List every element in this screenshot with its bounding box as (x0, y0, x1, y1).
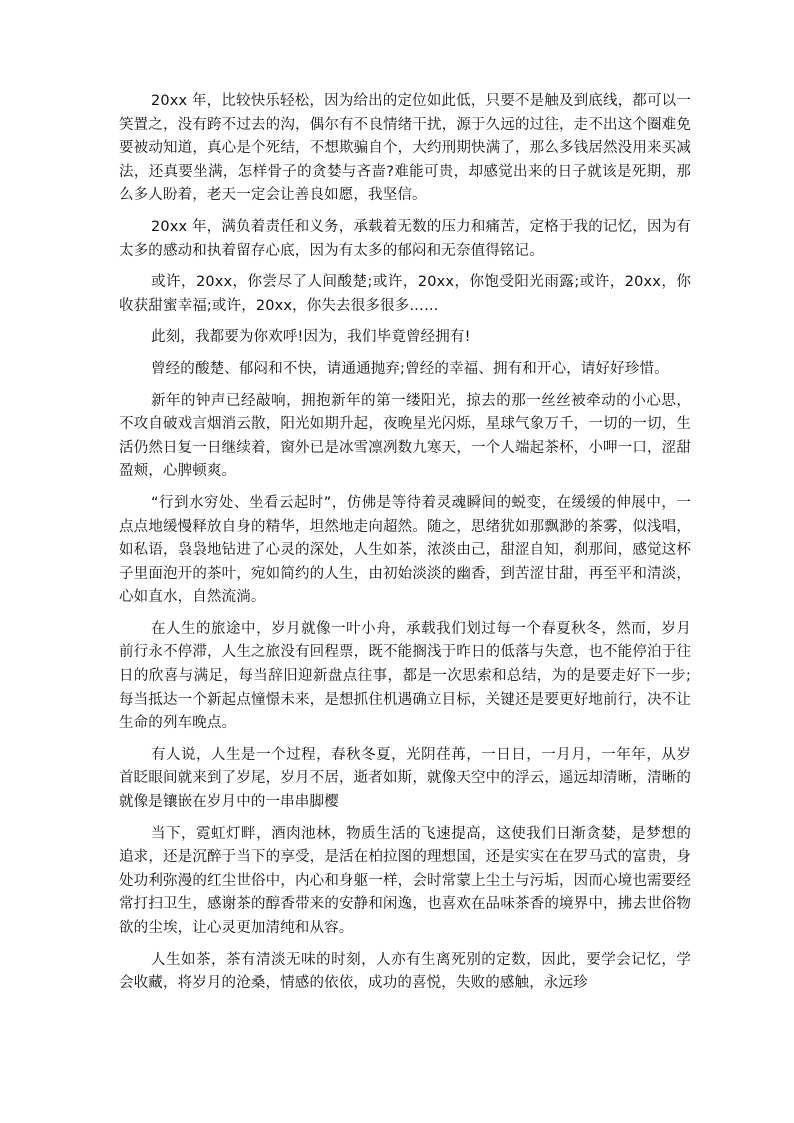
paragraph-6: 新年的钟声已经敲响，拥抱新年的第一缕阳光，掠去的那一丝丝被牵动的小心思，不攻自破戏言烟消云散，阳光如期升起，夜晚星光闪烁，星球气象万千，一切的一切，生活仍然日复一日继续着，窗外已是冰雪凛冽数九寒天，一个人端起茶杯，小呷一口，涩甜盈颊，心脾顿爽。 (119, 392, 691, 480)
paragraph-7: “行到水穷处、坐看云起时”，仿佛是等待着灵魂瞬间的蜕变，在缓缓的伸展中，一点点地缓慢释放自身的精华，坦然地走向超然。随之，思绪犹如那飘渺的茶雾，似浅唱，如私语，袅袅地钻进了心灵的深处，人生如茶，浓淡由己，甜涩自知，刹那间，感觉这杯子里面泡开的茶叶，宛如简约的人生，由初始淡淡的幽香，到苦涩甘甜，再至平和清淡，心如直水，自然流淌。 (119, 494, 691, 606)
paragraph-9: 有人说，人生是一个过程，春秋冬夏，光阴荏苒，一日日，一月月，一年年，从岁首眨眼间就来到了岁尾，岁月不居，逝者如斯，就像天空中的浮云，遥远却清晰，清晰的就像是镶嵌在岁月中的一串串脚樱 (119, 746, 691, 811)
paragraph-4: 此刻，我都要为你欢呼!因为，我们毕竟曾经拥有! (151, 329, 471, 346)
paragraph-5: 曾经的酸楚、郁闷和不快，请通通抛弃;曾经的幸福、拥有和开心，请好好珍惜。 (151, 360, 669, 377)
paragraph-11: 人生如茶，茶有清淡无味的时刻，人亦有生离死别的定数，因此，要学会记忆，学会收藏，将岁月的沧桑，情感的依依，成功的喜悦，失败的感触，永远珍 (119, 951, 691, 992)
paragraph-8: 在人生的旅途中，岁月就像一叶小舟，承载我们划过每一个春夏秋冬，然而，岁月前行永不停滞，人生之旅没有回程票，既不能搁浅于昨日的低落与失意，也不能停泊于往日的欣喜与满足，每当辞旧迎新盘点往事，都是一次思索和总结，为的是要走好下一步;每当抵达一个新起点憧憬未来，是想抓住机遇确立目标，关键还是要更好地前行，决不让生命的列车晚点。 (119, 620, 691, 732)
paragraph-2: 20xx 年，满负着责任和义务，承载着无数的压力和痛苦，定格于我的记忆，因为有太多的感动和执着留存心底，因为有太多的郁闷和无奈值得铭记。 (119, 218, 691, 259)
paragraph-3: 或许，20xx，你尝尽了人间酸楚;或许，20xx，你饱受阳光雨露;或许，20xx，你收获甜蜜幸福;或许，20xx，你失去很多很多…… (119, 274, 691, 314)
paragraph-10: 当下，霓虹灯畔，酒肉池林，物质生活的飞速提高，这使我们日渐贪婪，是梦想的追求，还是沉醉于当下的享受，是活在柏拉图的理想国，还是实实在在罗马式的富贵，身处功利弥漫的红尘世俗中，内心和身躯一样，会时常蒙上尘土与污垢，因而心境也需要经常打扫卫生，感谢茶的醇香带来的安静和闲逸，也喜欢在品味茶香的境界中，拂去世俗物欲的尘埃，让心灵更加清纯和从容。 (119, 825, 691, 936)
paragraph-1: 20xx 年，比较快乐轻松，因为给出的定位如此低，只要不是触及到底线，都可以一笑置之，没有跨不过去的沟，偶尔有不良情绪干扰，源于久远的过往，走不出这个圈难免要被动知道，真心是个死结，不想欺骗自个，大约刑期快满了，那么多钱居然没用来买减法，还真要坐满，怎样骨子的贪婪与吝啬?难能可贵，却感觉出来的日子就该是死期，那么多人盼着，老天一定会让善良如愿，我坚信。 (119, 93, 691, 204)
document-body (119, 90, 691, 1004)
